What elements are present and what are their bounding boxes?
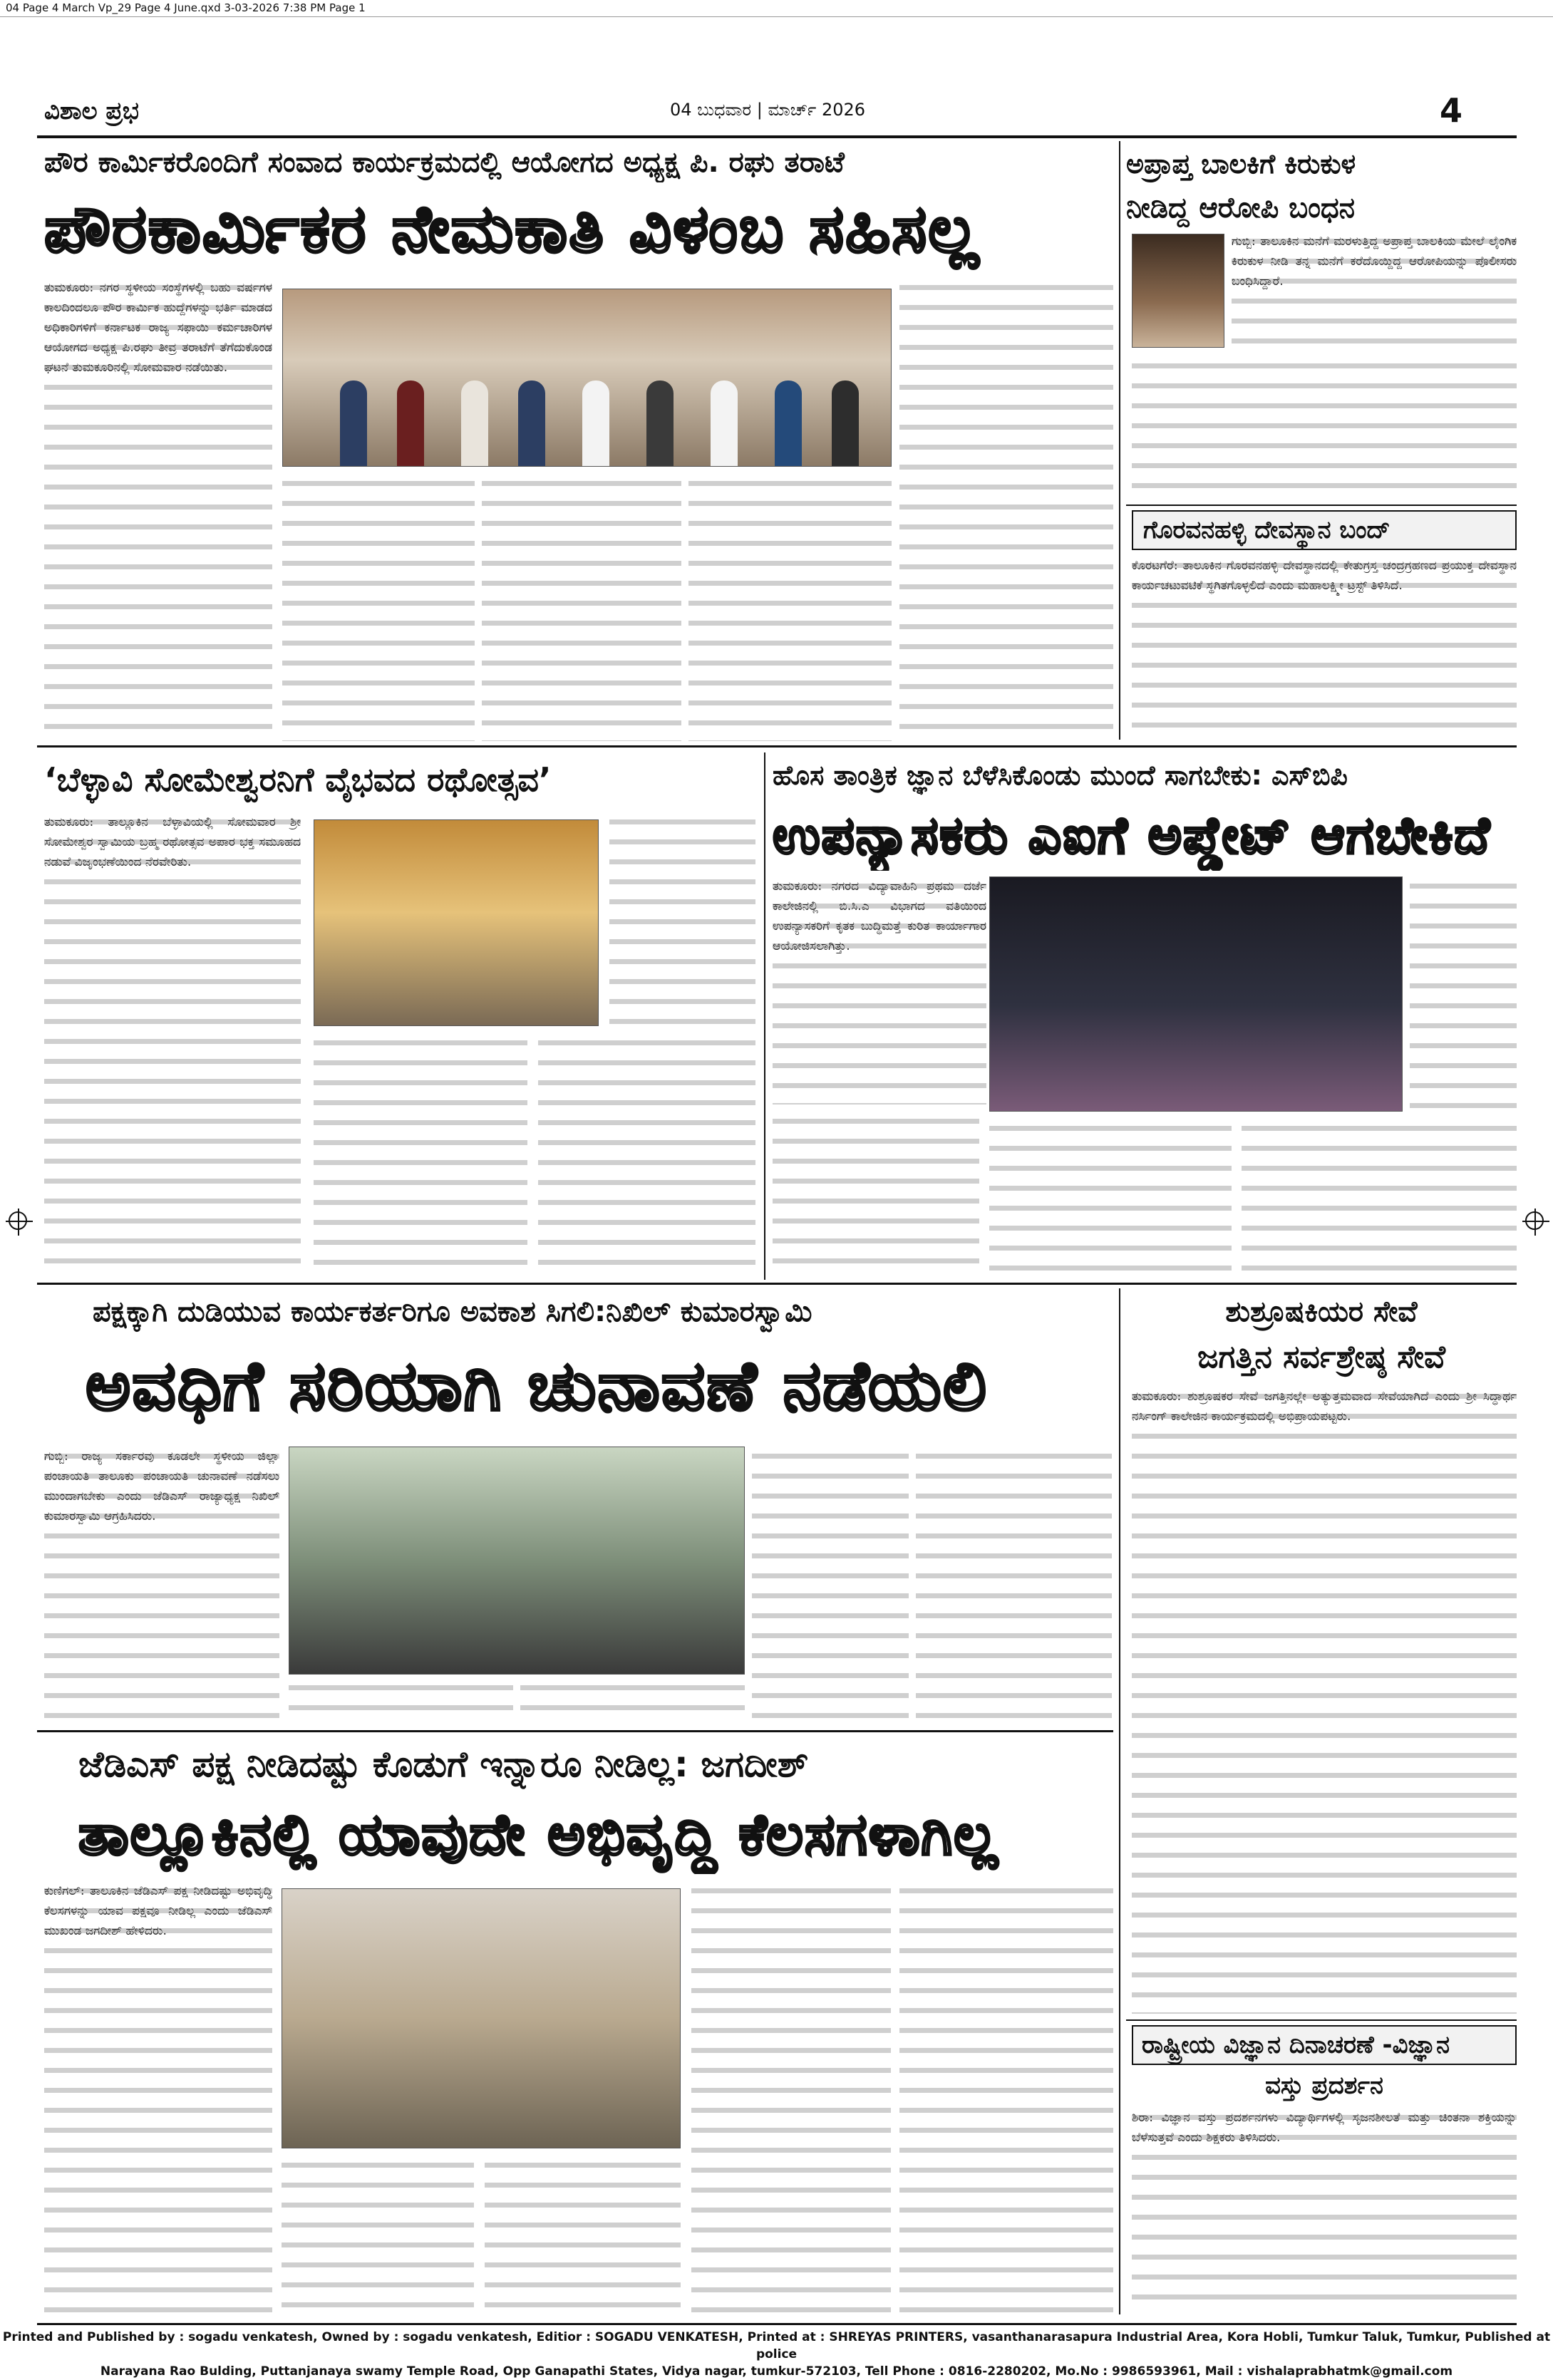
- registration-mark-icon: [9, 1211, 27, 1230]
- story7-headline: ಜಗತ್ತಿನ ಸರ್ವಶ್ರೇಷ್ಠ ಸೇವೆ: [1197, 1339, 1446, 1375]
- story6-body-col5: [520, 1678, 745, 1724]
- story-divider: [1126, 505, 1517, 506]
- story8-body-col2: [691, 1881, 891, 2316]
- story7-body: [1132, 1387, 1517, 2014]
- story-divider: [1126, 2019, 1517, 2021]
- story8-photo: [282, 1888, 681, 2148]
- story4-body-text: ತುಮಕೂರು: ತಾಲ್ಲೂಕಿನ ಬೆಳ್ಳಾವಿಯಲ್ಲಿ ಸೋಮವಾರ ಶ್ರೀ ಸೋಮೇಶ್ವರ ಸ್ವಾಮಿಯ ಬ್ರಹ್ಮ ರಥೋತ್ಸವ ಅಪಾರ ಭಕ್ತ ಸಮೂಹದ ನಡುವೆ ವಿಜೃಂಭಣೆಯಿಂದ ನೆರವೇರಿತು.: [44, 815, 301, 869]
- story9-headline: ರಾಷ್ಟ್ರೀಯ ವಿಜ್ಞಾನ ದಿನಾಚರಣೆ -ವಿಜ್ಞಾನ: [1132, 2025, 1517, 2065]
- story4-body: [44, 812, 301, 1276]
- story8-body: [44, 1881, 272, 2316]
- story8-body-col3: [899, 1881, 1113, 2316]
- story1-body-col2: [282, 474, 475, 741]
- story6-body-col2: [752, 1447, 909, 1724]
- column-divider: [764, 752, 765, 1280]
- story2-body-cont: [1132, 356, 1517, 499]
- story6-photo: [289, 1447, 745, 1675]
- story3-body: [1132, 556, 1517, 738]
- accused-photo: [1132, 234, 1224, 348]
- story7-kicker: ಶುಶ್ರೂಷಕಿಯರ ಸೇವೆ: [1225, 1295, 1418, 1328]
- story1-body: [44, 278, 272, 741]
- column-divider: [1119, 141, 1120, 740]
- story1-headline: ಪೌರಕಾರ್ಮಿಕರ ನೇಮಕಾತಿ ವಿಳಂಬ ಸಹಿಸಲ್ಲ: [44, 191, 980, 267]
- footer-rule: [37, 2323, 1517, 2325]
- story1-kicker: ಪೌರ ಕಾರ್ಮಿಕರೊಂದಿಗೆ ಸಂವಾದ ಕಾರ್ಯಕ್ರಮದಲ್ಲಿ ಆಯೋಗದ ಅಧ್ಯಕ್ಷ ಪಿ. ರಘು ತರಾಟೆ: [44, 146, 845, 179]
- story5-body: [773, 876, 986, 1104]
- story6-body-col3: [916, 1447, 1112, 1724]
- story3-body-text: ಕೊರಟಗೆರೆ: ತಾಲೂಕಿನ ಗೊರವನಹಳ್ಳಿ ದೇವಸ್ಥಾನದಲ್ಲಿ ಕೇತುಗ್ರಸ್ತ ಚಂದ್ರಗ್ರಹಣದ ಪ್ರಯುಕ್ತ ದೇವಸ್ಥಾನ ಕಾರ್ಯಚಟುವಟಿಕೆ ಸ್ಥಗಿತಗೊಳ್ಳಲಿದೆ ಎಂದು ಮಹಾಲಕ್ಷ್ಮೀ ಟ್ರಸ್ಟ್ ತಿಳಿಸಿದೆ.: [1132, 559, 1517, 593]
- story9-body: [1132, 2108, 1517, 2314]
- story5-body-col2: [1410, 876, 1517, 1112]
- story2-body-text: ಗುಬ್ಬಿ: ತಾಲೂಕಿನ ಮನೆಗೆ ಮರಳುತ್ತಿದ್ದ ಅಪ್ರಾಪ್ತ ಬಾಲಕಿಯ ಮೇಲೆ ಲೈಂಗಿಕ ಕಿರುಕುಳ ನೀಡಿ ತನ್ನ ಮನೆಗೆ ಕರೆದೊಯ್ದಿದ್ದ ಆರೋಪಿಯನ್ನು ಪೊಲೀಸರು ಬಂಧಿಸಿದ್ದಾರೆ.: [1232, 234, 1517, 289]
- imprint-line-2: Narayana Rao Bulding, Puttanjanaya swamy Temple Road, Opp Ganapathi States, Vidya nagar, tumkur-572103, Tell Phone : 0816-2280202, Mo.No : 9986593961, Mail : vishalaprabhatmk@gmail.com: [100, 2364, 1453, 2379]
- story1-body-col4: [688, 474, 892, 741]
- story5-photo: [989, 876, 1403, 1112]
- story8-headline: ತಾಲ್ಲೂಕಿನಲ್ಲಿ ಯಾವುದೇ ಅಭಿವೃದ್ಧಿ ಕೆಲಸಗಳಾಗಿಲ್ಲ: [78, 1801, 999, 1868]
- masthead-logo: [44, 97, 139, 125]
- section-divider: [37, 1283, 1517, 1285]
- registration-mark-icon: [1525, 1211, 1544, 1230]
- page-number: 4: [1440, 91, 1463, 130]
- story7-body-text: ತುಮಕೂರು: ಶುಶ್ರೂಷಕರ ಸೇವೆ ಜಗತ್ತಿನಲ್ಲೇ ಅತ್ಯುತ್ತಮವಾದ ಸೇವೆಯಾಗಿದೆ ಎಂದು ಶ್ರೀ ಸಿದ್ಧಾರ್ಥ ನರ್ಸಿಂಗ್ ಕಾಲೇಜಿನ ಕಾರ್ಯಕ್ರಮದಲ್ಲಿ ಅಭಿಪ್ರಾಯಪಟ್ಟರು.: [1132, 1390, 1517, 1424]
- imprint-line-1: Printed and Published by : sogadu venkatesh, Owned by : sogadu venkatesh, Editior : SOGADU VENKATESH, Printed at : SHREYAS PRINTERS, vasanthanarasapura Industrial Area, Kora Hobli, Tumkur Taluk, Tumkur, Published at police: [2, 2330, 1551, 2361]
- story5-body-col3: [773, 1112, 979, 1276]
- story4-body-col3: [314, 1033, 527, 1276]
- imprint-footer: [0, 2329, 1553, 2380]
- story6-body-col4: [289, 1678, 513, 1724]
- story6-kicker: ಪಕ್ಷಕ್ಕಾಗಿ ದುಡಿಯುವ ಕಾರ್ಯಕರ್ತರಿಗೂ ಅವಕಾಶ ಸಿಗಲಿ:ನಿಖಿಲ್ ಕುಮಾರಸ್ವಾಮಿ: [93, 1295, 812, 1328]
- story8-body-text: ಕುಣಿಗಲ್: ತಾಲೂಕಿನ ಜೆಡಿಎಸ್ ಪಕ್ಷ ನೀಡಿದಷ್ಟು ಅಭಿವೃದ್ಧಿ ಕೆಲಸಗಳನ್ನು ಯಾವ ಪಕ್ಷವೂ ನೀಡಿಲ್ಲ ಎಂದು ಜೆಡಿಎಸ್ ಮುಖಂಡ ಜಗದೀಶ್ ಹೇಳಿದರು.: [44, 1884, 272, 1938]
- story6-body-text: ಗುಬ್ಬಿ: ರಾಜ್ಯ ಸರ್ಕಾರವು ಕೂಡಲೇ ಸ್ಥಳೀಯ ಜಿಲ್ಲಾ ಪಂಚಾಯತಿ ತಾಲೂಕು ಪಂಚಾಯತಿ ಚುನಾವಣೆ ನಡೆಸಲು ಮುಂದಾಗಬೇಕು ಎಂದು ಜೆಡಿಎಸ್ ರಾಜ್ಯಾಧ್ಯಕ್ಷ ನಿಖಿಲ್ ಕುಮಾರಸ್ವಾಮಿ ಆಗ್ರಹಿಸಿದರು.: [44, 1449, 279, 1523]
- story2-body: [1232, 232, 1517, 353]
- story5-body-col5: [1242, 1119, 1517, 1276]
- story1-photo: [282, 289, 892, 467]
- section-divider: [37, 1730, 1113, 1732]
- story8-body-col5: [485, 2156, 681, 2316]
- story4-headline: ‘ಬೆಳ್ಳಾವಿ ಸೋಮೇಶ್ವರನಿಗೆ ವೈಭವದ ರಥೋತ್ಸವ’: [44, 760, 552, 799]
- story9-body-text: ಶಿರಾ: ವಿಜ್ಞಾನ ವಸ್ತು ಪ್ರದರ್ಶನಗಳು ವಿದ್ಯಾರ್ಥಿಗಳಲ್ಲಿ ಸೃಜನಶೀಲತೆ ಮತ್ತು ಚಿಂತನಾ ಶಕ್ತಿಯನ್ನು ಬೆಳೆಸುತ್ತವೆ ಎಂದು ಶಿಕ್ಷಕರು ತಿಳಿಸಿದರು.: [1132, 2111, 1517, 2145]
- story1-body-col5: [899, 278, 1113, 741]
- story4-body-col2: [609, 812, 755, 1026]
- column-divider: [1119, 1288, 1120, 2314]
- logo-text: ವಿಶಾಲ ಪ್ರಭ: [44, 97, 139, 125]
- story8-body-col4: [282, 2156, 474, 2316]
- section-divider: [37, 745, 1517, 747]
- issue-date: 04 ಬುಧವಾರ | ಮಾರ್ಚ್ 2026: [670, 100, 866, 120]
- story1-body-text: ತುಮಕೂರು: ನಗರ ಸ್ಥಳೀಯ ಸಂಸ್ಥೆಗಳಲ್ಲಿ ಬಹು ವರ್ಷಗಳ ಕಾಲದಿಂದಲೂ ಪೌರ ಕಾರ್ಮಿಕ ಹುದ್ದೆಗಳನ್ನು ಭರ್ತಿ ಮಾಡದ ಅಧಿಕಾರಿಗಳಿಗೆ ಕರ್ನಾಟಕ ರಾಜ್ಯ ಸಫಾಯಿ ಕರ್ಮಚಾರಿಗಳ ಆಯೋಗದ ಅಧ್ಯಕ್ಷ ಪಿ.ರಘು ತೀವ್ರ ತರಾಟೆಗೆ ತೆಗೆದುಕೊಂಡ ಘಟನೆ ತುಮಕೂರಿನಲ್ಲಿ ಸೋಮವಾರ ನಡೆಯಿತು.: [44, 281, 272, 375]
- story5-body-text: ತುಮಕೂರು: ನಗರದ ವಿದ್ಯಾವಾಹಿನಿ ಪ್ರಥಮ ದರ್ಜೆ ಕಾಲೇಜಿನಲ್ಲಿ ಬಿ.ಸಿ.ಎ ವಿಭಾಗದ ವತಿಯಿಂದ ಉಪನ್ಯಾಸಕರಿಗೆ ಕೃತಕ ಬುದ್ಧಿಮತ್ತೆ ಕುರಿತ ಕಾರ್ಯಾಗಾರ ಆಯೋಜಿಸಲಾಗಿತ್ತು.: [773, 879, 986, 953]
- story8-kicker: ಜೆಡಿಎಸ್ ಪಕ್ಷ ನೀಡಿದಷ್ಟು ಕೊಡುಗೆ ಇನ್ನಾರೂ ನೀಡಿಲ್ಲ: ಜಗದೀಶ್: [78, 1744, 809, 1785]
- story3-headline: ಗೊರವನಹಳ್ಳಿ ದೇವಸ್ಥಾನ ಬಂದ್: [1132, 510, 1517, 550]
- story4-photo: [314, 819, 599, 1026]
- story4-body-col4: [538, 1033, 755, 1276]
- story2-kicker: ಅಪ್ರಾಪ್ತ ಬಾಲಕಿಗೆ ಕಿರುಕುಳ: [1126, 148, 1356, 180]
- story5-kicker: ಹೊಸ ತಾಂತ್ರಿಕ ಜ್ಞಾನ ಬೆಳೆಸಿಕೊಂಡು ಮುಂದೆ ಸಾಗಬೇಕು: ಎಸ್‌ಬಿಪಿ: [773, 760, 1348, 791]
- story5-headline: ಉಪನ್ಯಾಸಕರು ಎಐಗೆ ಅಪ್ಡೇಟ್ ಆಗಬೇಕಿದೆ: [773, 805, 1491, 865]
- story9-subhead: ವಸ್ತು ಪ್ರದರ್ಶನ: [1265, 2071, 1383, 2100]
- story6-headline: ಅವಧಿಗೆ ಸರಿಯಾಗಿ ಚುನಾವಣೆ ನಡೆಯಲಿ: [86, 1346, 988, 1426]
- story1-body-col3: [482, 474, 681, 741]
- page-slug: 04 Page 4 March Vp_29 Page 4 June.qxd 3-03-2026 7:38 PM Page 1: [0, 0, 1553, 17]
- masthead-rule: [37, 135, 1517, 138]
- story2-headline: ನೀಡಿದ್ದ ಆರೋಪಿ ಬಂಧನ: [1126, 192, 1356, 224]
- story5-body-col4: [989, 1119, 1232, 1276]
- story6-body: [44, 1447, 279, 1724]
